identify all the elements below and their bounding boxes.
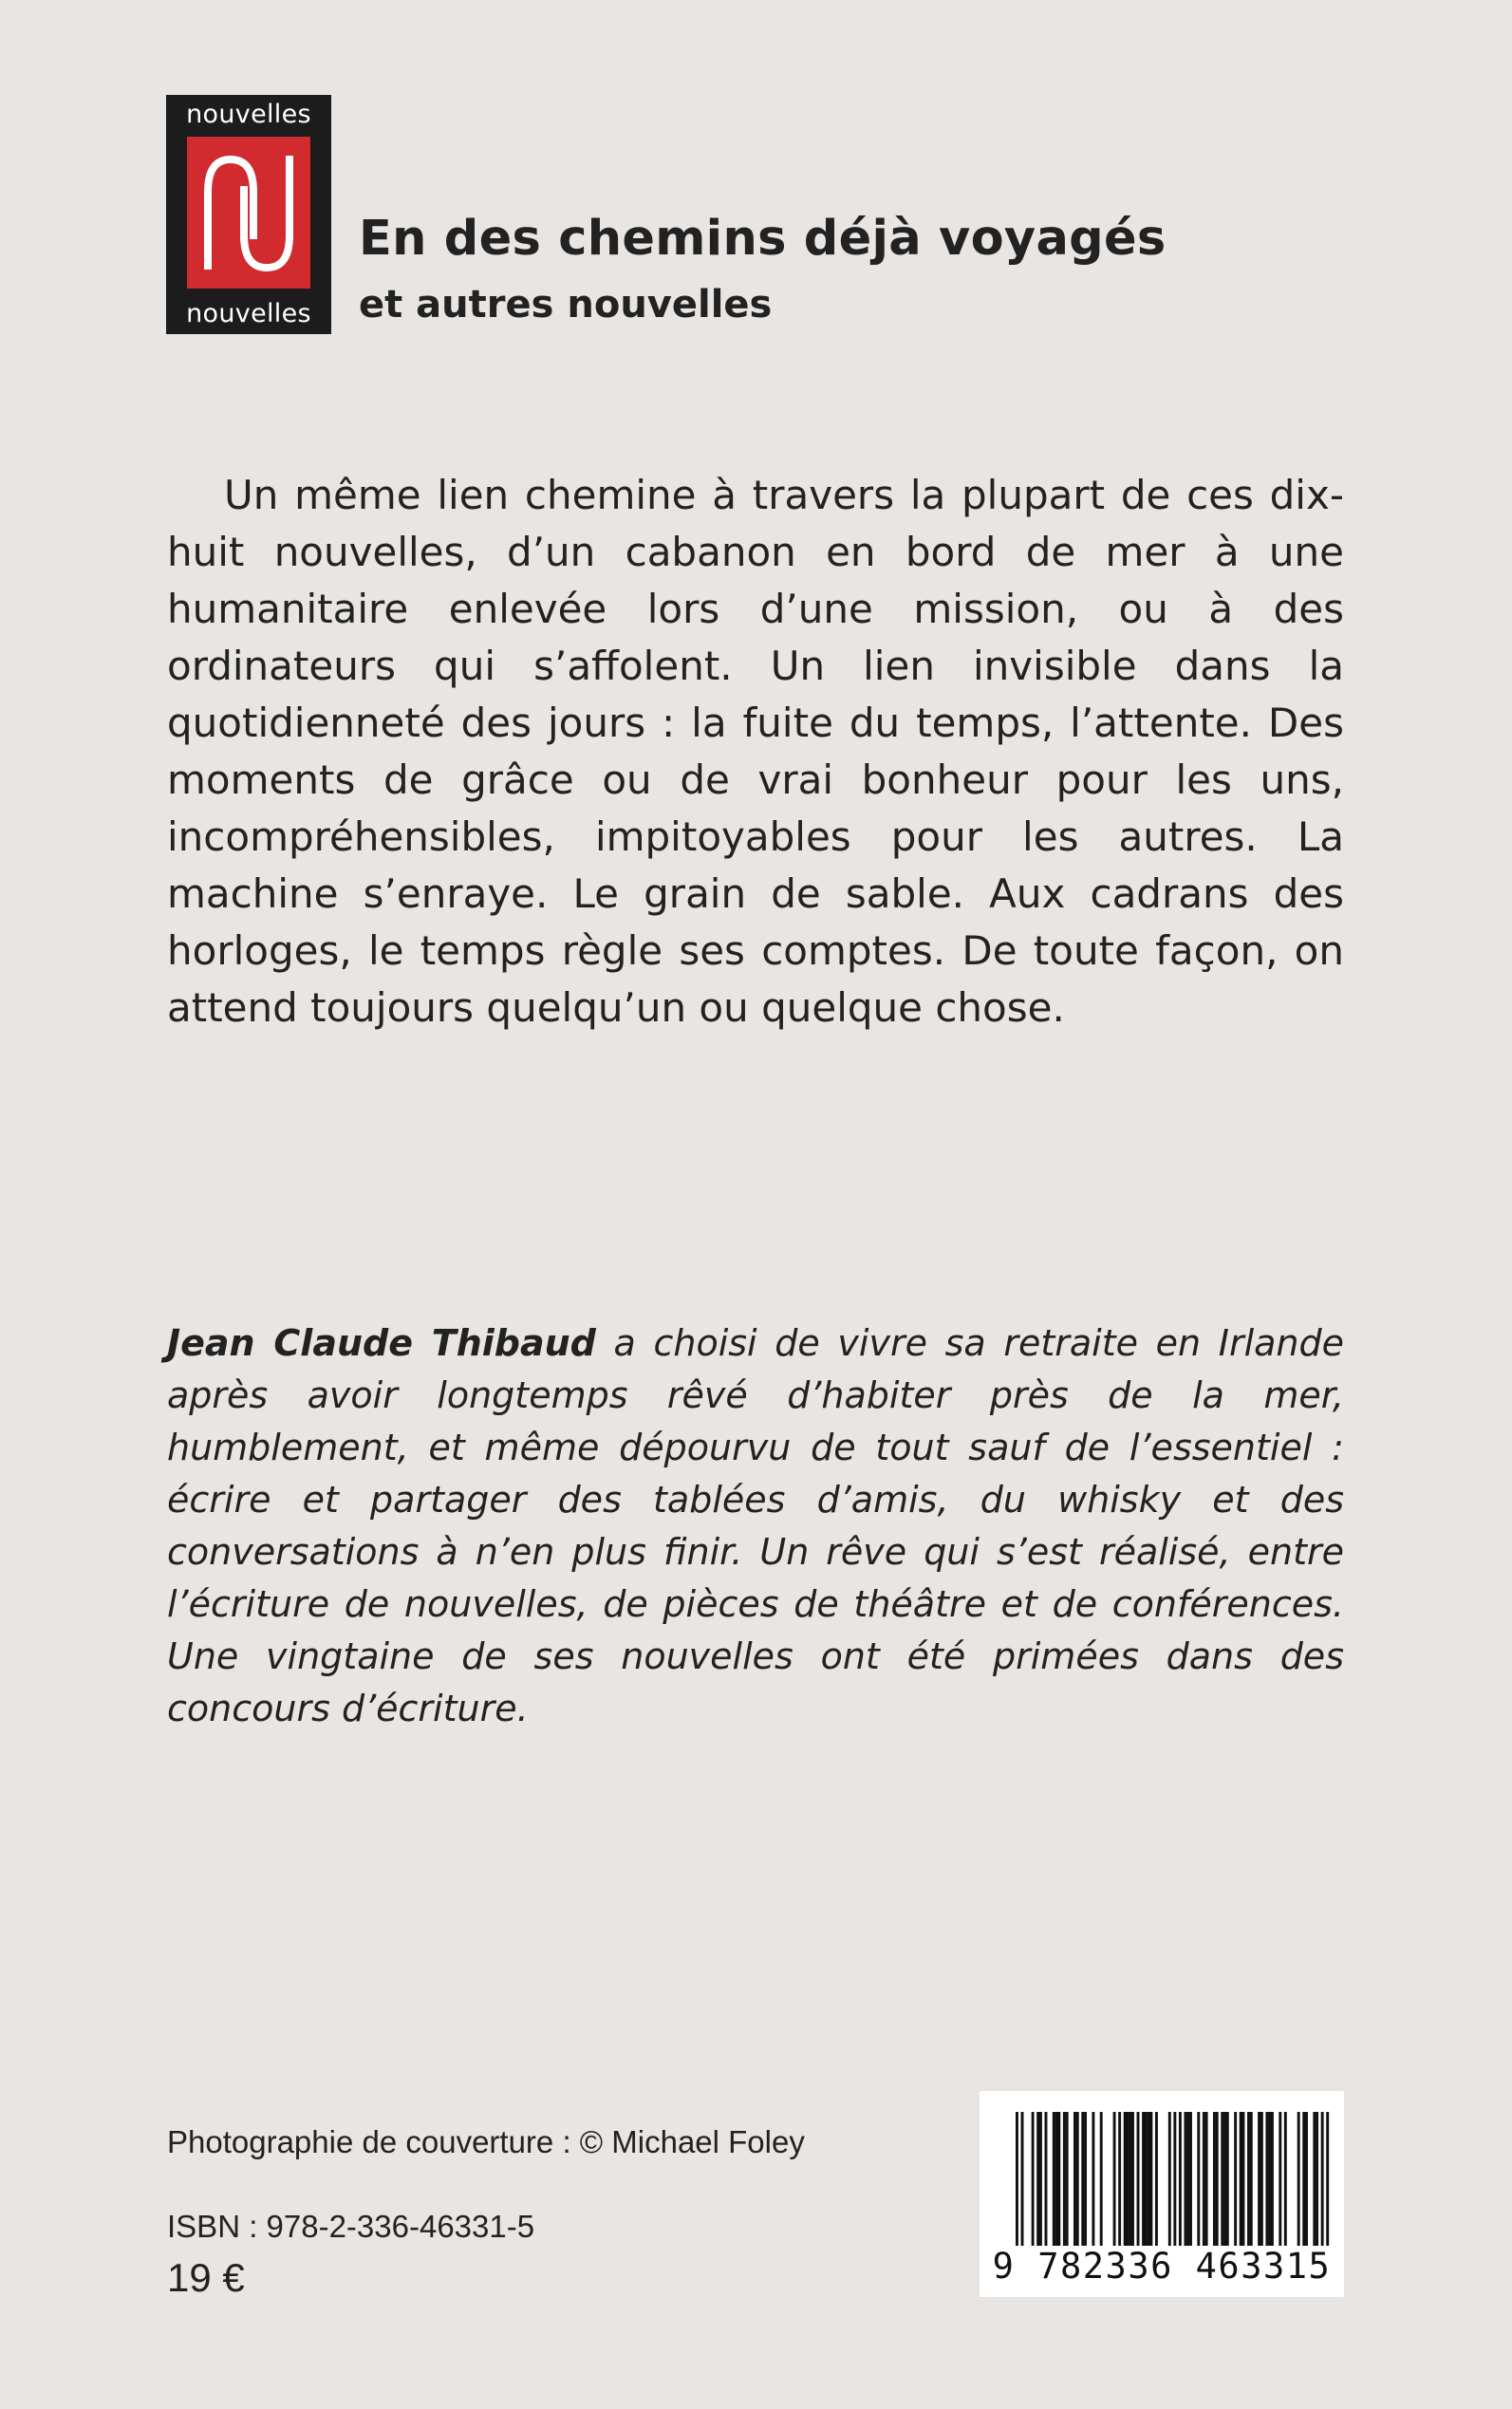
barcode-bar — [1129, 2112, 1131, 2250]
barcode-bar — [1036, 2112, 1039, 2250]
barcode-bar — [1145, 2112, 1148, 2250]
barcode-bar — [1305, 2112, 1308, 2250]
barcode-bar — [1179, 2112, 1182, 2262]
barcode-bar — [1316, 2112, 1318, 2250]
barcode-bar — [1021, 2112, 1024, 2262]
barcode-bar — [1221, 2112, 1223, 2250]
barcode-bar — [1155, 2112, 1158, 2250]
barcode-bar — [1073, 2112, 1076, 2250]
barcode-bar — [1197, 2112, 1200, 2250]
barcode-bar — [1084, 2112, 1087, 2250]
photo-credit: Photographie de couverture : © Michael Foley — [167, 2124, 805, 2159]
barcode-bar — [1186, 2112, 1189, 2250]
author-bio — [167, 1317, 1344, 1735]
barcode-bar — [1173, 2112, 1176, 2262]
barcode-bar — [1126, 2112, 1129, 2250]
barcode-bar — [1081, 2112, 1084, 2250]
barcode-bar — [1142, 2112, 1145, 2250]
barcode-digits: 9 782336 463315 — [989, 2246, 1335, 2288]
barcode-bar — [1149, 2112, 1152, 2250]
barcode-bar — [1313, 2112, 1316, 2250]
book-title: En des chemins déjà voyagés — [359, 211, 1167, 267]
barcode-bar — [1076, 2112, 1079, 2250]
barcode-bar — [1113, 2112, 1116, 2250]
barcode-bar — [1168, 2112, 1171, 2250]
barcode-bar — [1226, 2112, 1229, 2250]
barcode-bar — [1016, 2112, 1018, 2262]
barcode-bar — [1203, 2112, 1205, 2250]
barcode-bar — [1137, 2112, 1140, 2250]
book-subtitle: et autres nouvelles — [359, 283, 773, 327]
barcode-bar — [1216, 2112, 1219, 2250]
logo-bottom-text: nouvelles — [186, 299, 311, 328]
barcode-bar — [1260, 2112, 1263, 2250]
barcode-bar — [1100, 2112, 1103, 2250]
barcode-bar — [1057, 2112, 1060, 2250]
barcode-bar — [1131, 2112, 1134, 2250]
barcode-bar — [1321, 2112, 1324, 2262]
barcode-bar — [1092, 2112, 1094, 2250]
barcode-bar — [1184, 2112, 1186, 2250]
barcode-bar — [1240, 2112, 1242, 2250]
price-text: 19 € — [167, 2255, 245, 2300]
isbn-barcode — [980, 2091, 1344, 2297]
logo-nu-mark — [187, 137, 310, 289]
barcode-bar — [1045, 2112, 1048, 2250]
barcode-bar — [1118, 2112, 1121, 2250]
barcode-bar — [1241, 2112, 1244, 2250]
barcode-bar — [1189, 2112, 1192, 2250]
barcode-bar — [1234, 2112, 1237, 2250]
author-name: Jean Claude Thibaud — [167, 1322, 596, 1364]
barcode-bar — [1271, 2112, 1274, 2250]
barcode-bar — [1258, 2112, 1260, 2250]
barcode-bar — [1279, 2112, 1281, 2250]
barcode-bar — [1213, 2112, 1216, 2250]
barcode-bar — [1205, 2112, 1208, 2250]
nu-mark-icon — [187, 137, 310, 289]
barcode-bar — [1268, 2112, 1271, 2250]
barcode-bar — [1063, 2112, 1066, 2250]
barcode-bar — [1223, 2112, 1226, 2250]
barcode-bar — [1265, 2112, 1268, 2250]
barcode-bar — [1297, 2112, 1300, 2250]
barcode-bar — [1302, 2112, 1305, 2250]
barcode-bar — [1284, 2112, 1287, 2250]
publisher-logo — [166, 95, 331, 334]
book-blurb: Un même lien chemine à travers la plupart de ces dix-huit nouvelles, d’un cabanon en bord de mer à une humanitaire enlevée lors d’une mission, ou à des ordinateurs qui s’affolent. Un lien invisible dans la quotidienneté des jours : la fuite du temps, l’attente. Des moments de grâce ou de vrai bonheur pour les uns, incompréhensibles, impitoyables pour les autres. La machine s’enraye. Le grain de sable. Aux cadrans des horloges, le temps règle ses comptes. De toute façon, on attend toujours quelqu’un ou quelque chose. — [167, 472, 1344, 1031]
logo-top-text: nouvelles — [186, 100, 311, 129]
barcode-bar — [1250, 2112, 1253, 2250]
barcode-bar — [1124, 2112, 1127, 2250]
barcode-bar — [1066, 2112, 1069, 2250]
barcode-bar — [1039, 2112, 1042, 2250]
barcode-bar — [1326, 2112, 1329, 2262]
barcode-bar — [1032, 2112, 1035, 2250]
isbn-text: ISBN : 978-2-336-46331-5 — [167, 2209, 535, 2244]
barcode-bar — [1053, 2112, 1055, 2250]
barcode-bar — [1247, 2112, 1250, 2250]
barcode-bar — [1148, 2112, 1150, 2250]
barcode-bar — [1055, 2112, 1058, 2250]
author-bio-text: a choisi de vivre sa retraite en Irlande après avoir longtemps rêvé d’habiter près de la mer, humblement, et même dépourvu de tout sauf de l’essentiel : écrire et partager des tablées d’amis, du whisky et des conversations à n’en plus finir. Un rêve qui s’est réalisé, entre l’écriture de nouvelles, de pièces de théâtre et de conférences. Une vingtaine de ses nouvelles ont été primées dans des concours d’écriture. — [167, 1322, 1344, 1729]
